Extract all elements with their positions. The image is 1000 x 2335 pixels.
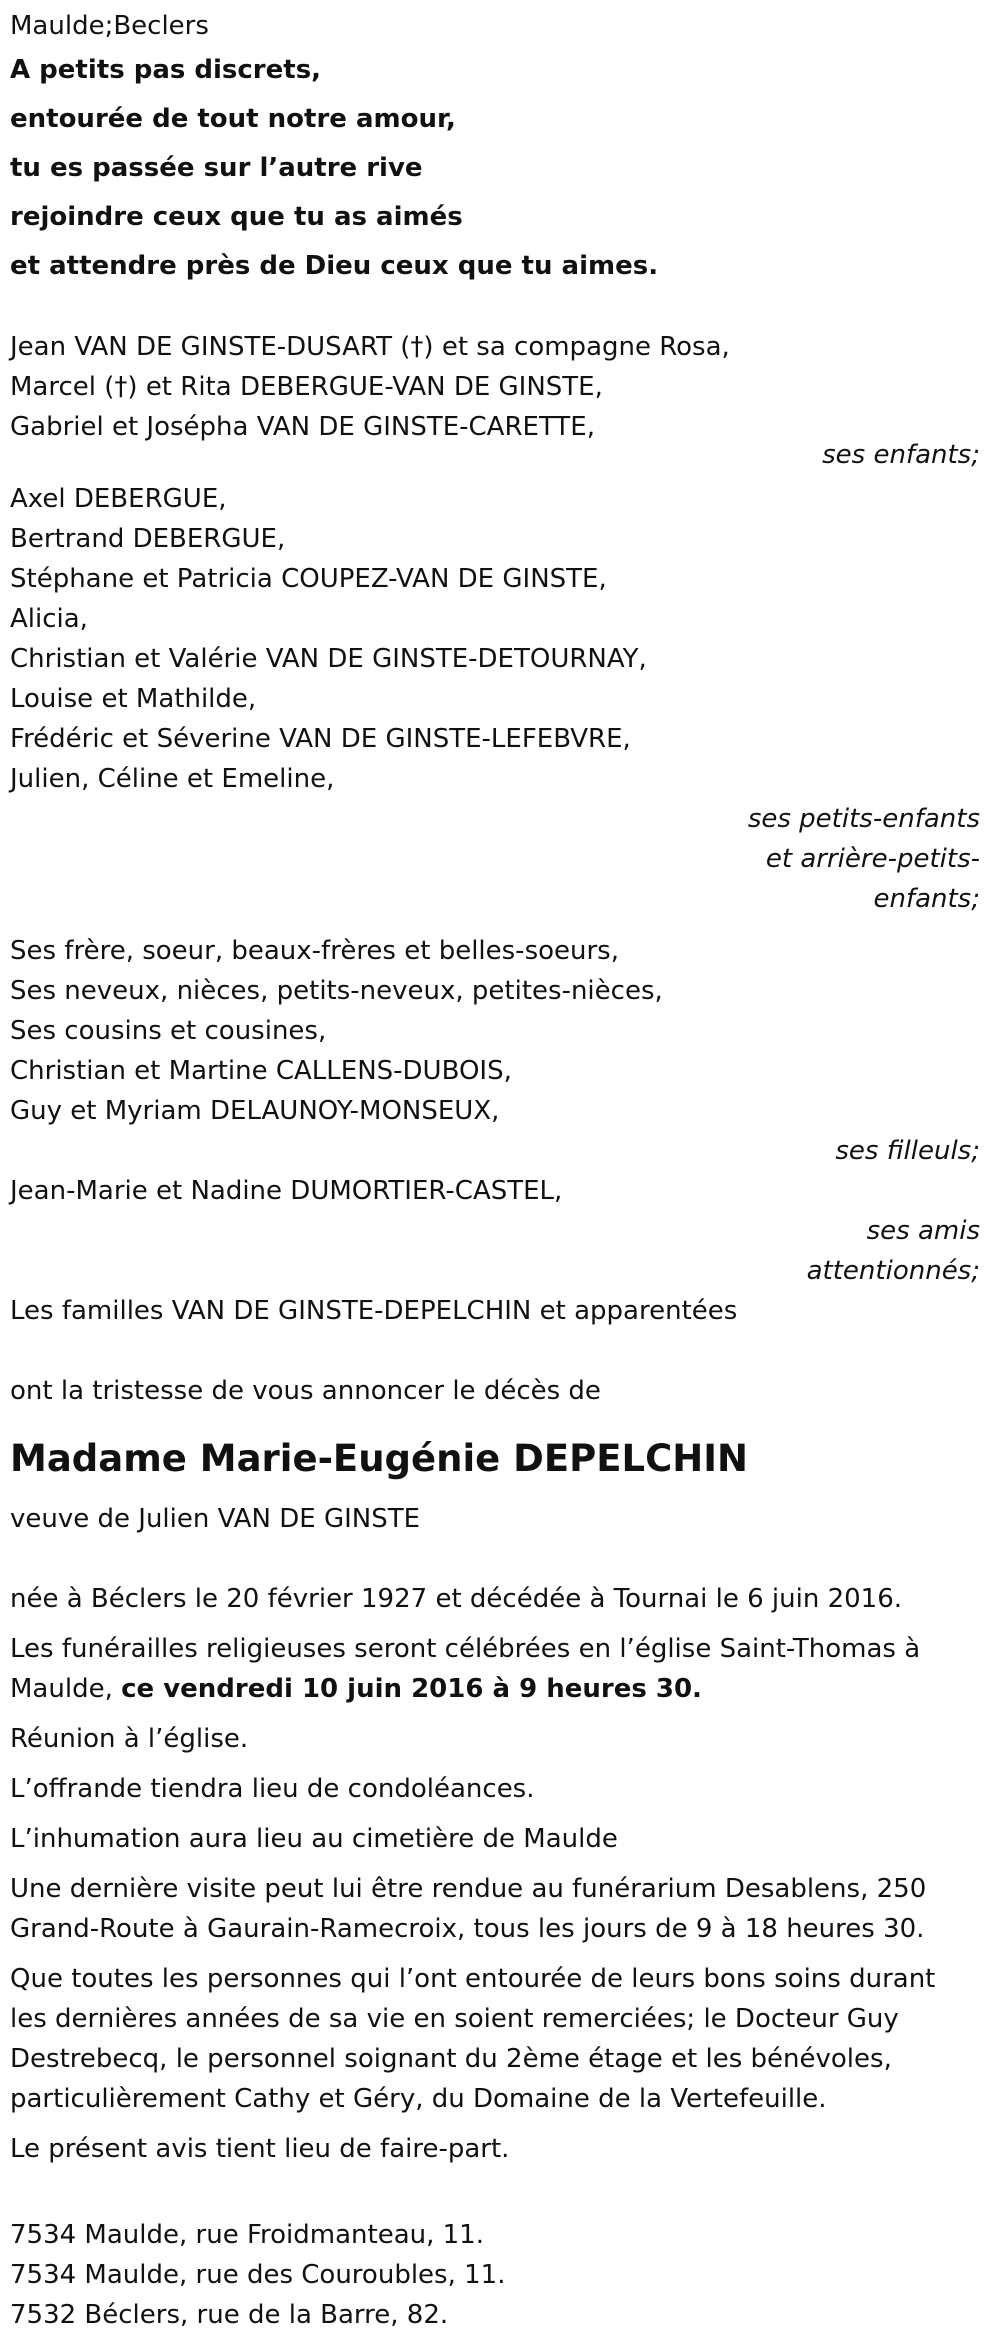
- child-name: Marcel (†) et Rita DEBERGUE-VAN DE GINSTE,: [10, 372, 603, 402]
- visit-info: Une dernière visite peut lui être rendue au funérarium Desablens, 250 Grand-Route à Gaurain-Ramecroix, tous les jours de 9 à 18 heures 30.: [10, 1874, 927, 1944]
- children-role: ses enfants;: [822, 440, 980, 470]
- address-line: 7534 Maulde, rue Froidmanteau, 11.: [10, 2220, 484, 2250]
- address-line: 7532 Béclers, rue de la Barre, 82.: [10, 2300, 449, 2330]
- family-role: ses filleuls;: [835, 1136, 980, 1166]
- poem-line: rejoindre ceux que tu as aimés: [10, 202, 463, 232]
- reunion: Réunion à l’église.: [10, 1724, 249, 1754]
- funeral-date: ce vendredi 10 juin 2016 à 9 heures 30.: [121, 1674, 702, 1704]
- grandchild-name: Alicia,: [10, 604, 88, 634]
- funeral-info: Les funérailles religieuses seront célébrées en l’église Saint-Thomas à Maulde, ce vendredi 10 juin 2016 à 9 heures 30.: [10, 1634, 921, 1704]
- thanks: Que toutes les personnes qui l’ont entourée de leurs bons soins durant les dernières années de sa vie en soient remerciées; le Docteur Guy Destrebecq, le personnel soignant du 2ème étage et les bénévoles, particulièrement Cathy et Géry, du Domaine de la Vertefeuille.: [10, 1964, 936, 2114]
- poem-line: entourée de tout notre amour,: [10, 104, 456, 134]
- burial: L’inhumation aura lieu au cimetière de Maulde: [10, 1824, 618, 1854]
- family-name: Ses cousins et cousines,: [10, 1016, 327, 1046]
- widow-of: veuve de Julien VAN DE GINSTE: [10, 1504, 421, 1534]
- birth-death: née à Béclers le 20 février 1927 et décédée à Tournai le 6 juin 2016.: [10, 1584, 903, 1614]
- grandchildren-role-line: ses petits-enfants: [747, 804, 980, 834]
- families-line: Les familles VAN DE GINSTE-DEPELCHIN et apparentées: [10, 1296, 738, 1326]
- grandchildren-role-line: et arrière-petits-: [765, 844, 980, 874]
- family-name: Ses frère, soeur, beaux-frères et belles-soeurs,: [10, 936, 619, 966]
- friends-role-line: ses amis: [866, 1216, 980, 1246]
- grandchild-name: Bertrand DEBERGUE,: [10, 524, 286, 554]
- poem-line: tu es passée sur l’autre rive: [10, 153, 423, 183]
- friends-section: [10, 1171, 990, 1291]
- grandchild-name: Christian et Valérie VAN DE GINSTE-DETOURNAY,: [10, 644, 647, 674]
- child-name: Jean VAN DE GINSTE-DUSART (†) et sa compagne Rosa,: [10, 332, 730, 362]
- funeral-place: Maulde,: [10, 1674, 122, 1704]
- deceased-name: Madame Marie-Eugénie DEPELCHIN: [10, 1437, 748, 1480]
- address-line: 7534 Maulde, rue des Couroubles, 11.: [10, 2260, 506, 2290]
- grandchild-name: Louise et Mathilde,: [10, 684, 257, 714]
- grandchildren-role-line: enfants;: [873, 884, 980, 914]
- poem-line: et attendre près de Dieu ceux que tu aimes.: [10, 251, 659, 281]
- friends-role-line: attentionnés;: [806, 1256, 980, 1286]
- grandchildren-section: [10, 479, 990, 919]
- announcement: ont la tristesse de vous annoncer le décès de: [10, 1376, 601, 1406]
- child-name: Gabriel et Joséphа VAN DE GINSTE-CARETTE,: [10, 412, 595, 442]
- place-header: Maulde;Beclers: [10, 11, 209, 41]
- grandchild-name: Julien, Céline et Emeline,: [10, 764, 335, 794]
- grandchild-name: Axel DEBERGUE,: [10, 484, 227, 514]
- poem-line: A petits pas discrets,: [10, 55, 322, 85]
- friend-name: Jean-Marie et Nadine DUMORTIER-CASTEL,: [10, 1176, 563, 1206]
- family-name: Christian et Martine CALLENS-DUBOIS,: [10, 1056, 512, 1086]
- addresses: [10, 2215, 990, 2335]
- family-name: Ses neveux, nièces, petits-neveux, petites-nièces,: [10, 976, 663, 1006]
- details-section: [10, 1579, 990, 2169]
- notice: Le présent avis tient lieu de faire-part.: [10, 2134, 510, 2164]
- offering: L’offrande tiendra lieu de condoléances.: [10, 1774, 535, 1804]
- family-name: Guy et Myriam DELAUNOY-MONSEUX,: [10, 1096, 500, 1126]
- grandchild-name: Frédéric et Séverine VAN DE GINSTE-LEFEBVRE,: [10, 724, 631, 754]
- grandchild-name: Stéphane et Patricia COUPEZ-VAN DE GINSTE,: [10, 564, 607, 594]
- poem: [10, 46, 990, 291]
- children-section: [10, 327, 990, 470]
- family-section: [10, 931, 990, 1171]
